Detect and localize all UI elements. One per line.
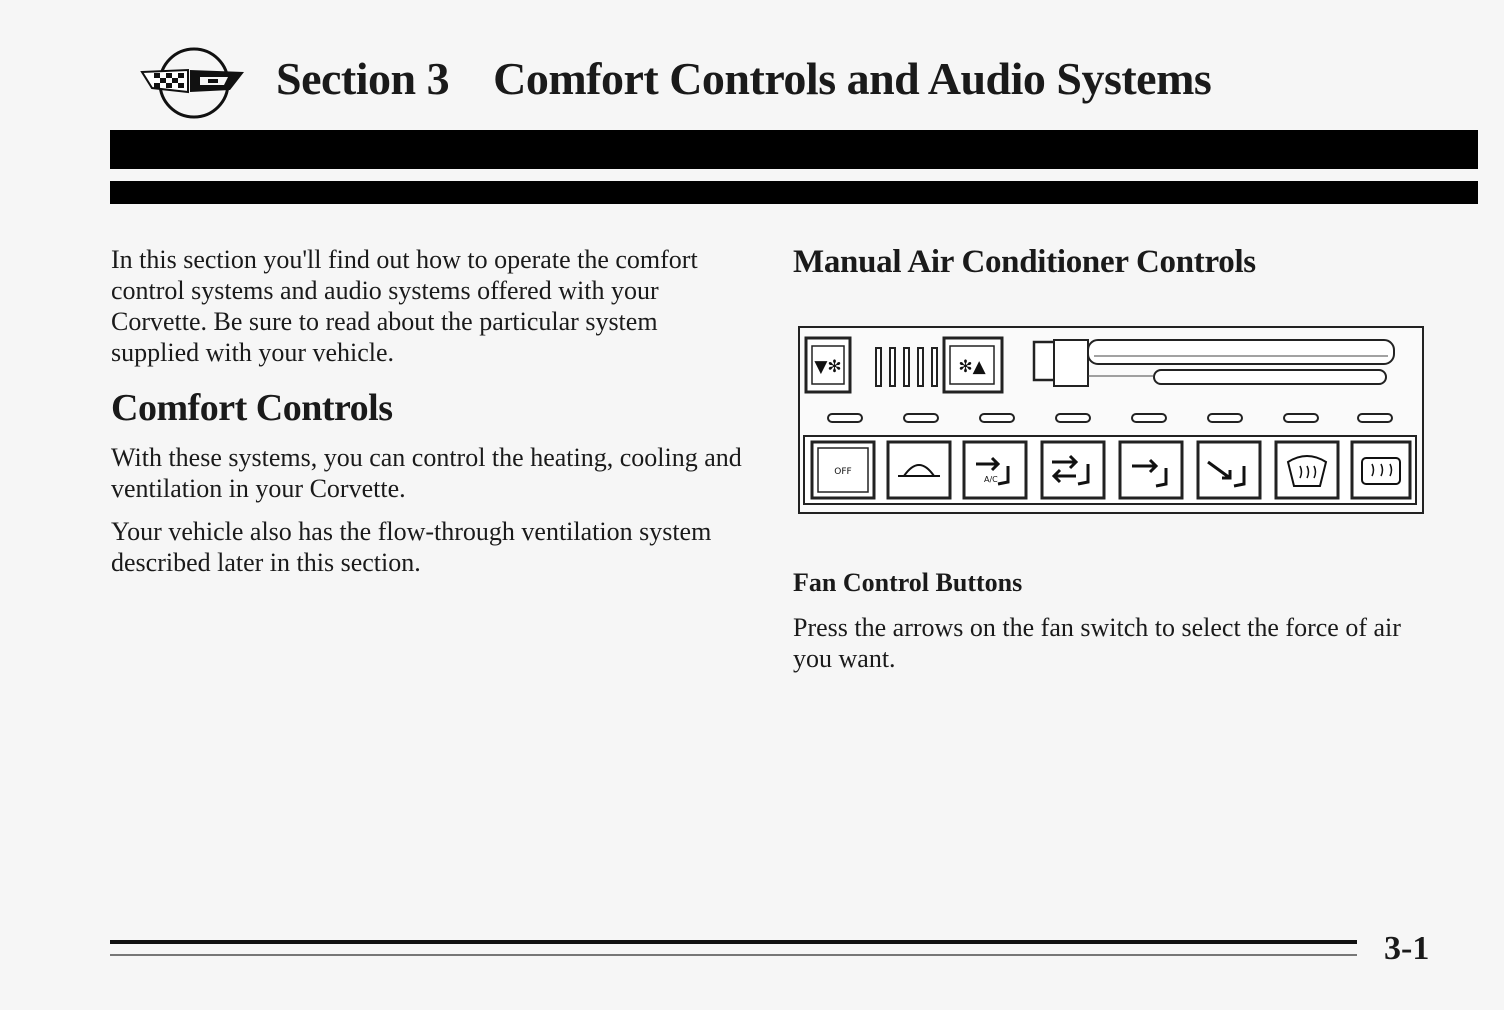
section-name: Comfort Controls and Audio Systems [493,53,1212,104]
comfort-paragraph-1: With these systems, you can control the heating, cooling and ventilation in your Corvette. [111,443,742,503]
left-column [111,244,751,590]
vent-button [1120,442,1182,498]
recirculation-button [888,442,950,498]
header-bar-thick [110,130,1478,169]
temperature-slider [1034,340,1394,386]
ac-control-panel-illustration [798,326,1424,514]
bi-level-button [1042,442,1104,498]
right-column [793,244,1443,281]
svg-text:A/C: A/C [984,475,998,484]
svg-text:OFF: OFF [834,467,852,477]
fan-up-button [944,338,1002,392]
manual-ac-heading: Manual Air Conditioner Controls [793,244,1256,280]
fan-up-icon: ✻▲ [958,357,986,377]
fan-down-button [806,338,850,392]
ac-button [964,442,1026,498]
fan-control-paragraph: Press the arrows on the fan switch to select the force of air you want. [793,613,1401,673]
fan-down-icon: ▼✻ [814,357,842,377]
section-number: Section 3 [276,53,450,104]
off-button [812,442,874,498]
floor-button [1198,442,1260,498]
corvette-emblem-icon [138,44,248,122]
intro-paragraph: In this section you'll find out how to operate the comfort control systems and audio systems offered with your Corvette. Be sure to read about the particular system supplied with your vehicle. [111,245,698,367]
section-title [276,52,1211,105]
rear-defog-button [1352,442,1410,498]
footer-rule-thin [110,954,1357,956]
page-number: 3-1 [1384,930,1430,967]
comfort-controls-heading: Comfort Controls [111,387,393,429]
fan-control-heading: Fan Control Buttons [793,568,1023,597]
defog-button [1276,442,1338,498]
comfort-paragraph-2: Your vehicle also has the flow-through ventilation system described later in this section. [111,517,712,577]
header-bar-thin [110,181,1478,204]
footer-rule [110,940,1357,944]
